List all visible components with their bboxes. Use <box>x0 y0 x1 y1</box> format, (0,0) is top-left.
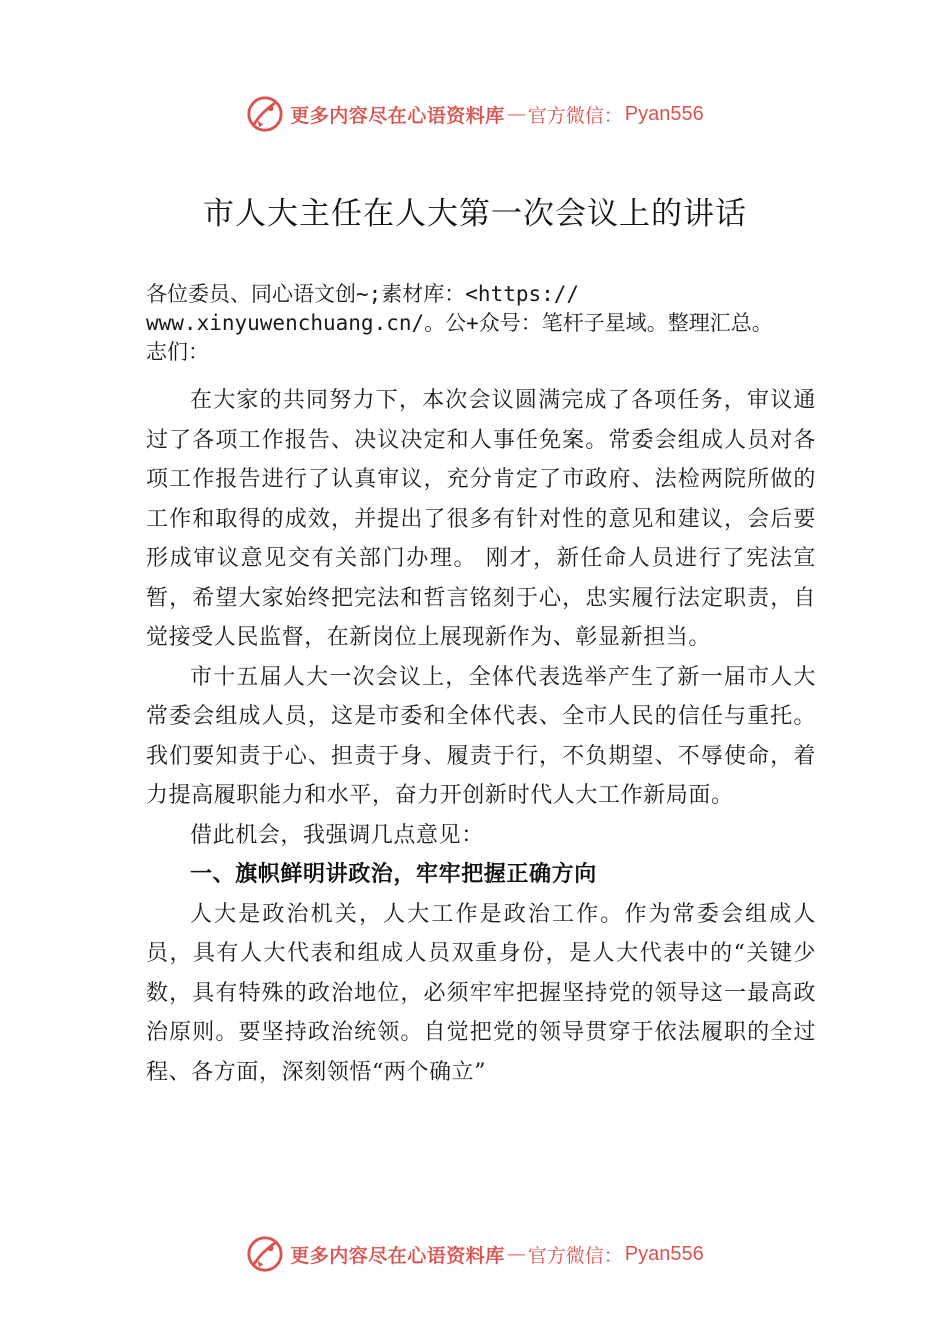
banner-wechat-label: 官方微信： <box>527 104 623 127</box>
section-heading: 一、旗帜鲜明讲政治，牢牢把握正确方向 <box>190 862 597 887</box>
paragraph: 在大家的共同努力下，本次会议圆满完成了各项任务，审议通过了各项工作报告、决议决定和人事任免案。常委会组成人员对各项工作报告进行了认真审议，充分肯定了市政府、法检两院所做的工作和取得的成效，并提出了很多有针对性的意见和建议，会后要形成审议意见交有关部门办理。 刚才，新任命人员进行了宪法宣暂，希望大家始终把完法和哲言铭刻于心，忠实履行法定职责，自觉接受人民监督，在新岗位上展现新作为、彰显新担当。 <box>146 388 816 650</box>
banner-slogan: 更多内容尽在心语资料库 <box>290 1244 505 1267</box>
salutation-line: 志们： <box>146 340 209 364</box>
banner-separator: — <box>506 1243 526 1265</box>
paragraph: 市十五届人大一次会议上，全体代表选举产生了新一届市人大常委会组成人员，这是市委和全体代表、全市人民的信任与重托。我们要知责于心、担责于身、履责于行，不负期望、不辱使命，着力提高履职能力和水平，奋力开创新时代人大工作新局面。 <box>146 664 816 808</box>
document-body <box>146 280 816 1092</box>
banner-wechat-label: 官方微信： <box>527 1244 623 1267</box>
salutation-line: www.xinyuwenchuang.cn/。公+众号：笔杆子星域。整理汇总。 <box>146 311 773 335</box>
banner-separator: — <box>506 103 526 125</box>
banner-wechat-id: Pyan556 <box>624 102 704 125</box>
salutation-line: 各位委员、同心语文创~;素材库：<https:// <box>146 282 580 306</box>
document-title: 市人大主任在人大第一次会议上的讲话 <box>203 196 747 232</box>
brush-logo-icon <box>246 1235 284 1273</box>
brush-logo-icon <box>246 95 284 133</box>
footer-banner <box>0 1232 950 1276</box>
banner-slogan: 更多内容尽在心语资料库 <box>290 104 505 127</box>
paragraph: 人大是政治机关，人大工作是政治工作。作为常委会组成人员，具有人大代表和组成人员双重身份，是人大代表中的“关键少数，具有特殊的政治地位，必须牢牢把握坚持党的领导这一最高政治原则。要坚持政治统领。自觉把党的领导贯穿于依法履职的全过程、各方面，深刻领悟“两个确立” <box>146 901 816 1085</box>
banner-wechat-id: Pyan556 <box>624 1242 704 1265</box>
header-banner <box>0 92 950 136</box>
paragraph: 借此机会，我强调几点意见： <box>190 822 484 848</box>
